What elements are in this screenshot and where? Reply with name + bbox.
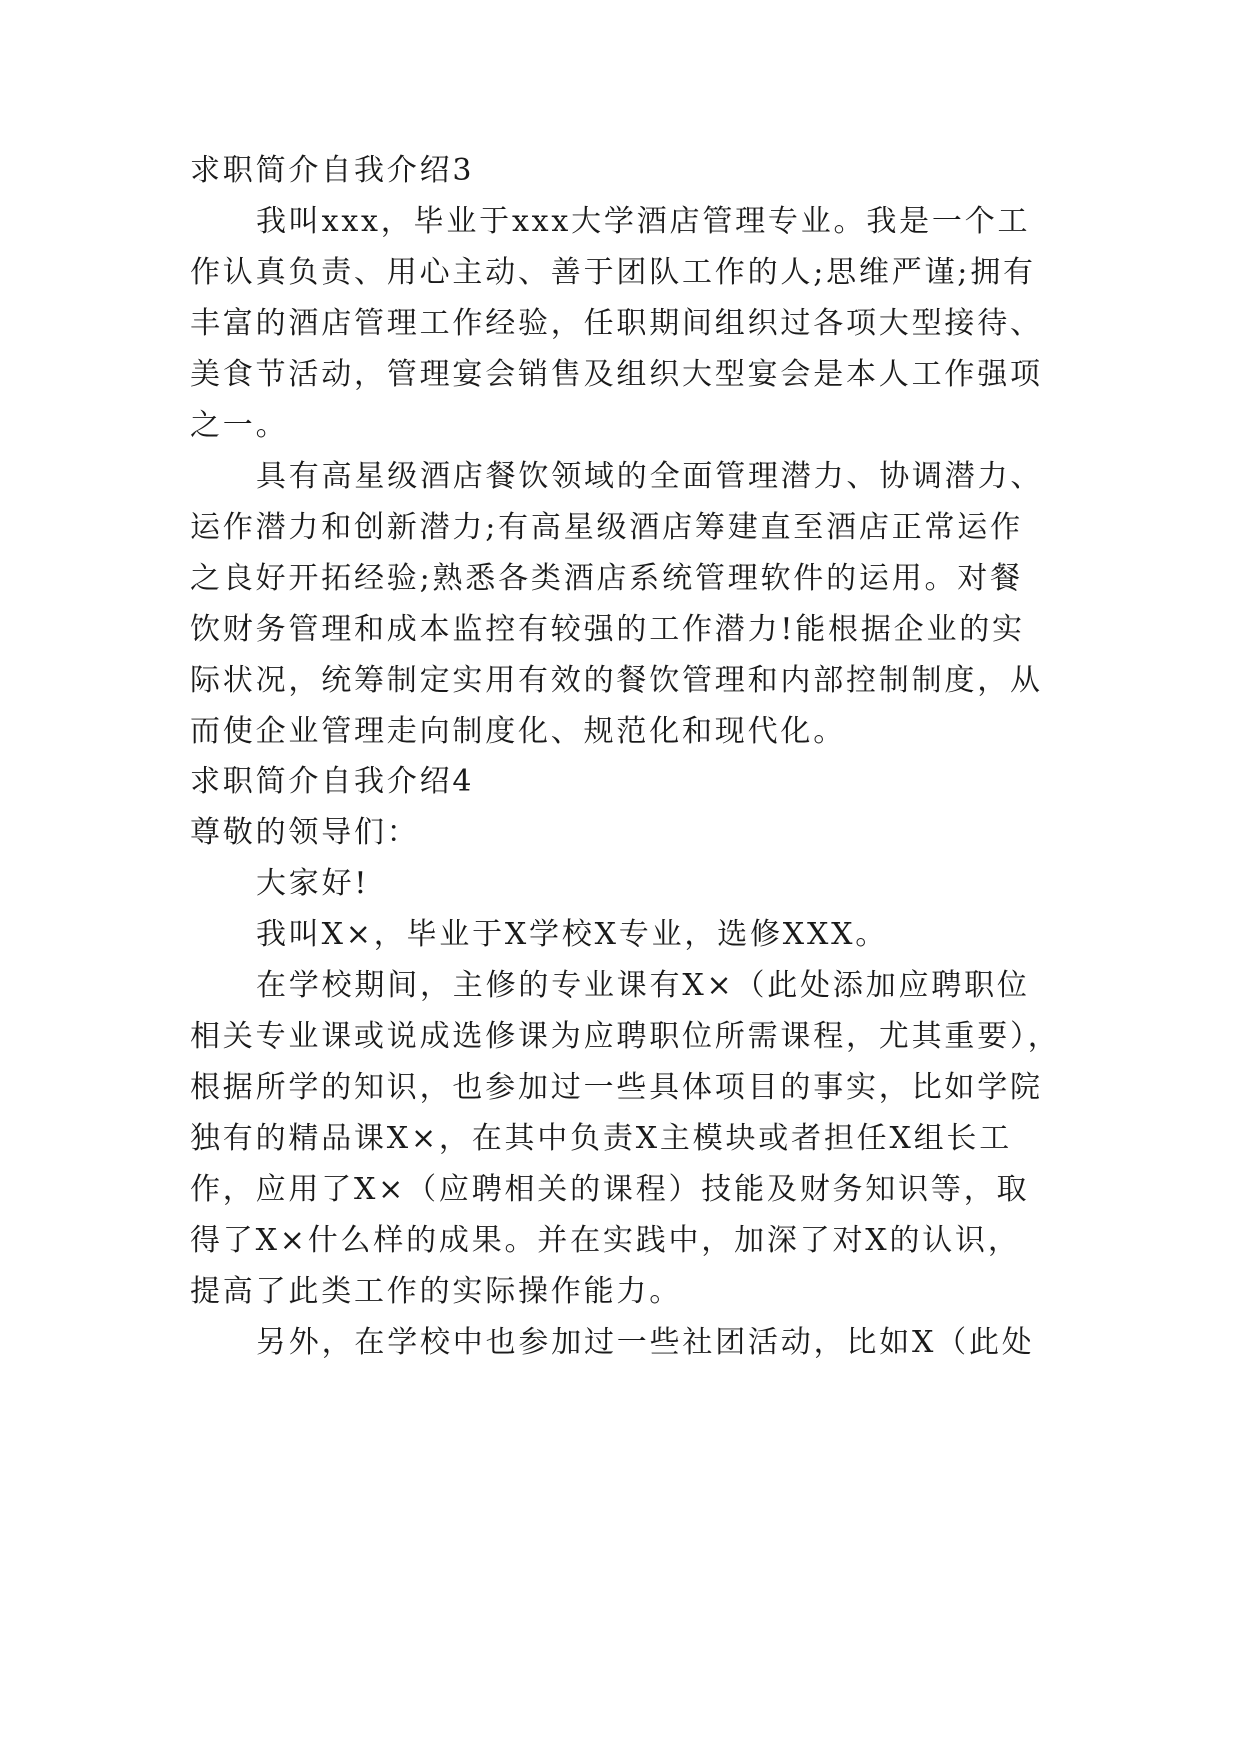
paragraph-line: 作认真负责、用心主动、善于团队工作的人;思维严谨;拥有 <box>190 255 1036 290</box>
paragraph-line: 根据所学的知识，也参加过一些具体项目的事实，比如学院 <box>190 1070 1043 1105</box>
paragraph-line: 相关专业课或说成选修课为应聘职位所需课程，尤其重要）， <box>190 1019 1061 1054</box>
paragraph-line: 另外，在学校中也参加过一些社团活动，比如X（此处 <box>256 1325 1035 1360</box>
paragraph-line: 之一。 <box>190 408 289 443</box>
paragraph-line: 饮财务管理和成本监控有较强的工作潜力!能根据企业的实 <box>190 612 1025 647</box>
paragraph-line: 之良好开拓经验;熟悉各类酒店系统管理软件的运用。对餐 <box>190 561 1023 596</box>
paragraph-line: 际状况，统筹制定实用有效的餐饮管理和内部控制制度，从 <box>190 663 1043 698</box>
paragraph-line: 得了X×什么样的成果。并在实践中，加深了对X的认识， <box>190 1223 1021 1258</box>
paragraph-line: 美食节活动，管理宴会销售及组织大型宴会是本人工作强项 <box>190 357 1043 392</box>
paragraph-line: 运作潜力和创新潜力;有高星级酒店筹建直至酒店正常运作 <box>190 510 1023 545</box>
salutation: 尊敬的领导们： <box>190 815 420 850</box>
paragraph-line: 在学校期间，主修的专业课有X×（此处添加应聘职位 <box>256 968 1030 1003</box>
section-heading: 求职简介自我介绍3 <box>190 153 475 188</box>
paragraph-line: 丰富的酒店管理工作经验，任职期间组织过各项大型接待、 <box>190 306 1043 341</box>
paragraph-line: 大家好! <box>256 866 370 901</box>
paragraph-line: 具有高星级酒店餐饮领域的全面管理潜力、协调潜力、 <box>256 459 1044 494</box>
paragraph-line: 我叫xxx，毕业于xxx大学酒店管理专业。我是一个工 <box>256 204 1031 239</box>
paragraph-line: 作，应用了X×（应聘相关的课程）技能及财务知识等，取 <box>190 1172 1030 1207</box>
paragraph-line: 而使企业管理走向制度化、规范化和现代化。 <box>190 714 846 749</box>
paragraph-line: 提高了此类工作的实际操作能力。 <box>190 1274 682 1309</box>
paragraph-line: 我叫X×，毕业于X学校X专业，选修XXX。 <box>256 917 889 952</box>
section-heading: 求职简介自我介绍4 <box>190 764 475 799</box>
paragraph-line: 独有的精品课X×，在其中负责X主模块或者担任X组长工 <box>190 1121 1013 1156</box>
